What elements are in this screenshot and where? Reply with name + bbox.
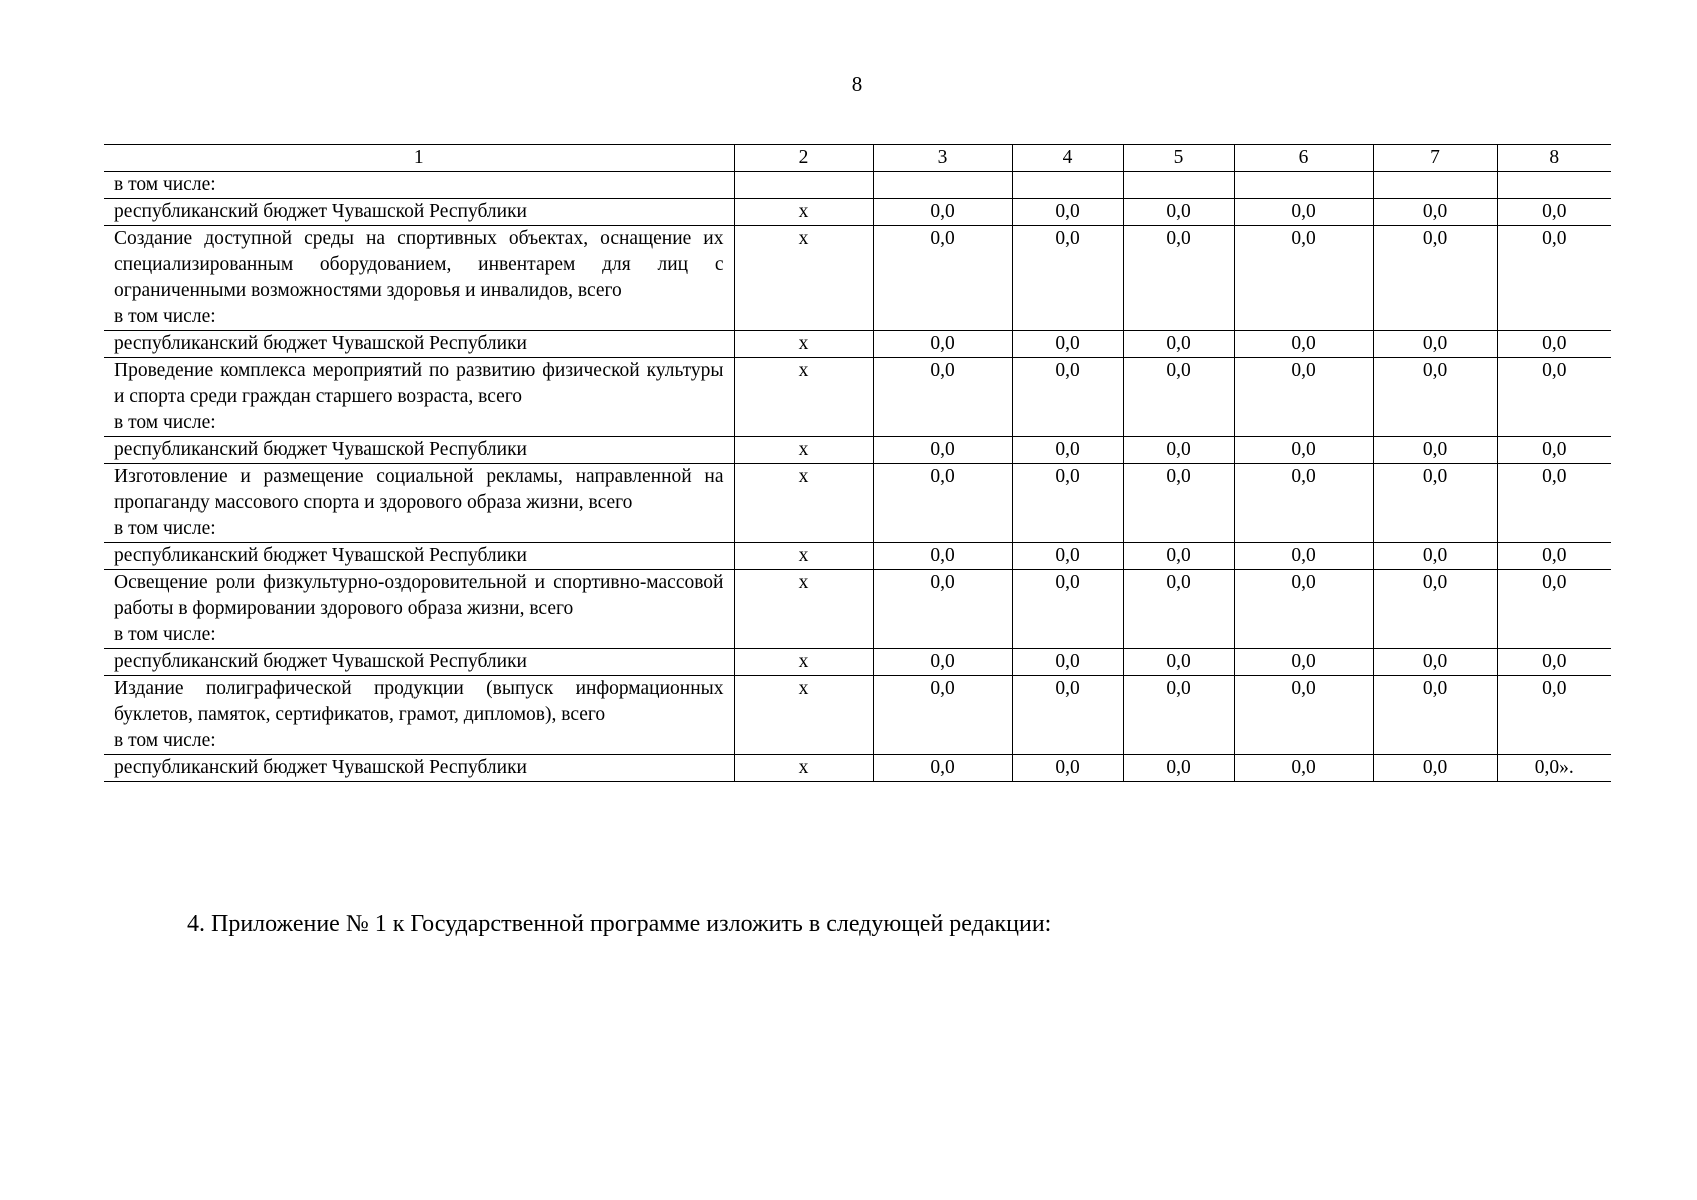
value-cell: 0,0: [1234, 226, 1373, 331]
empty-cell: [1234, 172, 1373, 199]
value-cell: 0,0: [1123, 570, 1234, 649]
paragraph-text: 4. Приложение № 1 к Государственной программе изложить в следующей редакции:: [187, 911, 1052, 937]
value-cell: 0,0: [1497, 676, 1611, 755]
program-item-row: [104, 676, 1611, 755]
value-cell: 0,0: [1123, 437, 1234, 464]
item-description: [104, 676, 734, 755]
empty-cell: [873, 172, 1012, 199]
value-cell: 0,0: [1234, 649, 1373, 676]
value-cell: 0,0: [1497, 464, 1611, 543]
marker-cell: х: [734, 226, 873, 331]
value-cell: 0,0: [1234, 543, 1373, 570]
value-cell: 0,0: [1373, 358, 1497, 437]
header-cell: 2: [734, 145, 873, 172]
value-cell: 0,0: [1373, 437, 1497, 464]
value-cell: 0,0: [1012, 676, 1123, 755]
including-row: [104, 172, 1611, 199]
empty-cell: [1497, 172, 1611, 199]
value-cell: 0,0: [1012, 437, 1123, 464]
value-cell: 0,0: [1497, 331, 1611, 358]
item-title: Проведение комплекса мероприятий по развитию физической культуры и спорта среди граждан старшего возраста, всего: [114, 360, 724, 407]
marker-cell: х: [734, 331, 873, 358]
program-item-row: [104, 464, 1611, 543]
marker-cell: х: [734, 437, 873, 464]
including-label: в том числе:: [114, 624, 216, 645]
item-description: [104, 464, 734, 543]
value-cell: 0,0: [1012, 199, 1123, 226]
program-item-row: [104, 226, 1611, 331]
value-cell: 0,0: [1497, 649, 1611, 676]
value-cell: 0,0: [1123, 676, 1234, 755]
header-cell: 4: [1012, 145, 1123, 172]
including-label: в том числе:: [114, 730, 216, 751]
header-row: [104, 145, 1611, 172]
sub-label: республиканский бюджет Чувашской Республики: [104, 543, 734, 570]
header-cell: 8: [1497, 145, 1611, 172]
value-cell: 0,0: [1123, 226, 1234, 331]
value-cell: 0,0: [1123, 358, 1234, 437]
value-cell: 0,0: [1012, 570, 1123, 649]
value-cell: 0,0: [873, 226, 1012, 331]
value-cell: 0,0: [1123, 464, 1234, 543]
including-label: в том числе:: [104, 172, 734, 199]
value-cell: 0,0: [1373, 199, 1497, 226]
marker-cell: х: [734, 358, 873, 437]
value-cell: 0,0: [1123, 543, 1234, 570]
value-cell: 0,0: [1012, 755, 1123, 782]
value-cell: 0,0: [1373, 464, 1497, 543]
budget-subrow: [104, 755, 1611, 782]
value-cell: 0,0: [1234, 199, 1373, 226]
table-body: [104, 145, 1611, 782]
value-cell: 0,0: [1123, 199, 1234, 226]
header-cell: 1: [104, 145, 734, 172]
including-label: в том числе:: [114, 306, 216, 327]
value-cell: 0,0: [1497, 570, 1611, 649]
value-cell: 0,0: [1234, 358, 1373, 437]
value-cell: 0,0: [1373, 676, 1497, 755]
budget-subrow: [104, 331, 1611, 358]
marker-cell: х: [734, 570, 873, 649]
value-cell: 0,0: [1012, 543, 1123, 570]
value-cell: 0,0: [873, 543, 1012, 570]
marker-cell: х: [734, 676, 873, 755]
value-cell: 0,0: [1373, 226, 1497, 331]
marker-cell: х: [734, 543, 873, 570]
value-cell: 0,0: [873, 437, 1012, 464]
budget-table: [104, 144, 1611, 782]
value-cell: 0,0: [1373, 649, 1497, 676]
value-cell: 0,0: [873, 464, 1012, 543]
value-cell: 0,0: [1373, 543, 1497, 570]
sub-label: республиканский бюджет Чувашской Республики: [104, 199, 734, 226]
item-title: Издание полиграфической продукции (выпуск информационных буклетов, памяток, сертификатов, грамот, дипломов), всего: [114, 678, 724, 725]
header-cell: 5: [1123, 145, 1234, 172]
value-cell: 0,0: [873, 570, 1012, 649]
empty-cell: [734, 172, 873, 199]
budget-subrow: [104, 199, 1611, 226]
value-cell: 0,0: [1012, 649, 1123, 676]
value-cell: 0,0: [1012, 226, 1123, 331]
including-label: в том числе:: [114, 412, 216, 433]
value-cell: 0,0: [1497, 199, 1611, 226]
value-cell: 0,0: [1234, 755, 1373, 782]
program-item-row: [104, 358, 1611, 437]
value-cell: 0,0: [873, 331, 1012, 358]
value-cell: 0,0: [1234, 331, 1373, 358]
value-cell: 0,0: [1497, 358, 1611, 437]
value-cell: 0,0».: [1497, 755, 1611, 782]
page-number: 8: [851, 72, 863, 96]
value-cell: 0,0: [1123, 755, 1234, 782]
item-description: [104, 358, 734, 437]
value-cell: 0,0: [873, 199, 1012, 226]
value-cell: 0,0: [1012, 464, 1123, 543]
item-description: [104, 226, 734, 331]
value-cell: 0,0: [1497, 226, 1611, 331]
value-cell: 0,0: [1234, 570, 1373, 649]
sub-label: республиканский бюджет Чувашской Республики: [104, 331, 734, 358]
header-cell: 3: [873, 145, 1012, 172]
empty-cell: [1123, 172, 1234, 199]
value-cell: 0,0: [1497, 543, 1611, 570]
value-cell: 0,0: [1373, 570, 1497, 649]
marker-cell: х: [734, 464, 873, 543]
header-cell: 7: [1373, 145, 1497, 172]
value-cell: 0,0: [873, 649, 1012, 676]
item-description: [104, 570, 734, 649]
value-cell: 0,0: [873, 676, 1012, 755]
marker-cell: х: [734, 755, 873, 782]
budget-subrow: [104, 649, 1611, 676]
budget-subrow: [104, 437, 1611, 464]
item-title: Изготовление и размещение социальной рекламы, направленной на пропаганду массового спорта и здорового образа жизни, всего: [114, 466, 724, 513]
value-cell: 0,0: [873, 358, 1012, 437]
program-item-row: [104, 570, 1611, 649]
value-cell: 0,0: [1012, 358, 1123, 437]
sub-label: республиканский бюджет Чувашской Республики: [104, 437, 734, 464]
value-cell: 0,0: [1234, 676, 1373, 755]
item-title: Создание доступной среды на спортивных объектах, оснащение их специализированным оборудованием, инвентарем для лиц с ограниченными возможностями здоровья и инвалидов, всего: [114, 228, 724, 301]
empty-cell: [1373, 172, 1497, 199]
including-label: в том числе:: [114, 518, 216, 539]
value-cell: 0,0: [1497, 437, 1611, 464]
marker-cell: х: [734, 199, 873, 226]
sub-label: республиканский бюджет Чувашской Республики: [104, 649, 734, 676]
marker-cell: х: [734, 649, 873, 676]
value-cell: 0,0: [1123, 649, 1234, 676]
budget-subrow: [104, 543, 1611, 570]
value-cell: 0,0: [1012, 331, 1123, 358]
value-cell: 0,0: [1373, 755, 1497, 782]
item-title: Освещение роли физкультурно-оздоровительной и спортивно-массовой работы в формировании здорового образа жизни, всего: [114, 572, 724, 619]
sub-label: республиканский бюджет Чувашской Республики: [104, 755, 734, 782]
value-cell: 0,0: [1373, 331, 1497, 358]
header-cell: 6: [1234, 145, 1373, 172]
value-cell: 0,0: [1234, 464, 1373, 543]
value-cell: 0,0: [1234, 437, 1373, 464]
value-cell: 0,0: [1123, 331, 1234, 358]
empty-cell: [1012, 172, 1123, 199]
value-cell: 0,0: [873, 755, 1012, 782]
